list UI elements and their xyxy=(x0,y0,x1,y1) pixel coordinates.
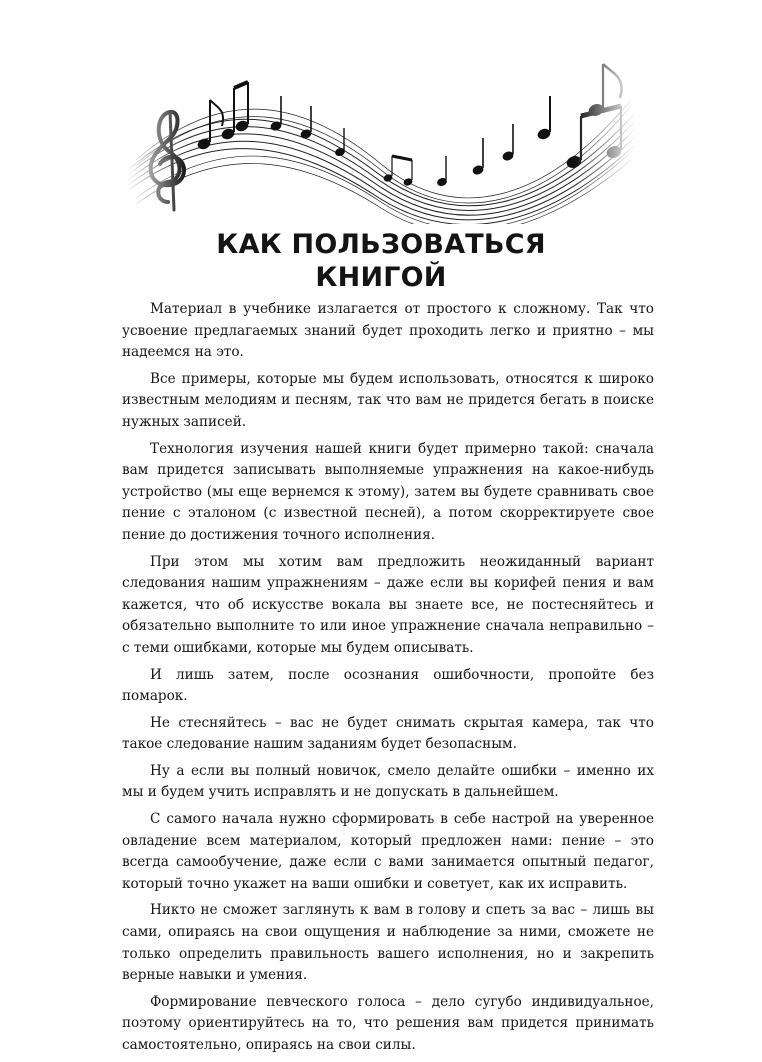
page-title xyxy=(0,228,762,294)
paragraph: Технология изучения нашей книги будет примерно такой: сначала вам придется записывать выполняемые упражнения на какое-нибудь устройство (мы еще вернемся к этому), затем вы будете сравнивать свое пение с эталоном (с известной песней), а потом скорректируете свое пение до достижения точного исполнения. xyxy=(122,440,654,543)
paragraph: Никто не сможет заглянуть к вам в голову и спеть за вас – лишь вы сами, опираясь на свои ощущения и наблюдение за ними, сможете не только определить правильность вашего исполнения, но и закрепить верные навыки и умения. xyxy=(122,902,654,984)
paragraph: Не стесняйтесь – вас не будет снимать скрытая камера, так что такое следование нашим заданиям будет безопасным. xyxy=(122,714,654,753)
paragraph: И лишь затем, после осознания ошибочности, пропойте без помарок. xyxy=(122,666,654,705)
page-title-line-2: КНИГОЙ xyxy=(315,262,447,293)
paragraph: Ну а если вы полный новичок, смело делайте ошибки – именно их мы и будем учить исправлять и не допускать в дальнейшем. xyxy=(122,762,654,801)
paragraph: С самого начала нужно сформировать в себе настрой на уверенное овладение всем материалом, который предложен нами: пение – это всегда самообучение, даже если с вами занимается опытный педагог, который точно укажет на ваши ошибки и советует, как их исправить. xyxy=(122,811,654,892)
paragraph: При этом мы хотим вам предложить неожиданный вариант следования нашим упражнениям – даже если вы корифей пения и вам кажется, что об искусстве вокала вы знаете все, не постесняйтесь и обязательно выполните то или иное упражнение сначала неправильно – с теми ошибками, которые мы будем описывать. xyxy=(122,553,654,656)
body-text xyxy=(122,299,654,1062)
paragraph: Материал в учебнике излагается от простого к сложному. Так что усвоение предлагаемых знаний будет проходить легко и приятно – мы надеемся на это. xyxy=(122,301,654,361)
paragraph: Формирование певческого голоса – дело сугубо индивидуальное, поэтому ориентируйтесь на то, что решения вам придется принимать самостоятельно, опираясь на свои силы. xyxy=(122,993,654,1053)
paragraph: Все примеры, которые мы будем использовать, относятся к широко известным мелодиям и песням, так что вам не придется бегать в поиске нужных записей. xyxy=(122,370,654,430)
music-notes-stave-illustration xyxy=(126,52,636,224)
page-title-line-1: КАК ПОЛЬЗОВАТЬСЯ xyxy=(216,229,546,260)
